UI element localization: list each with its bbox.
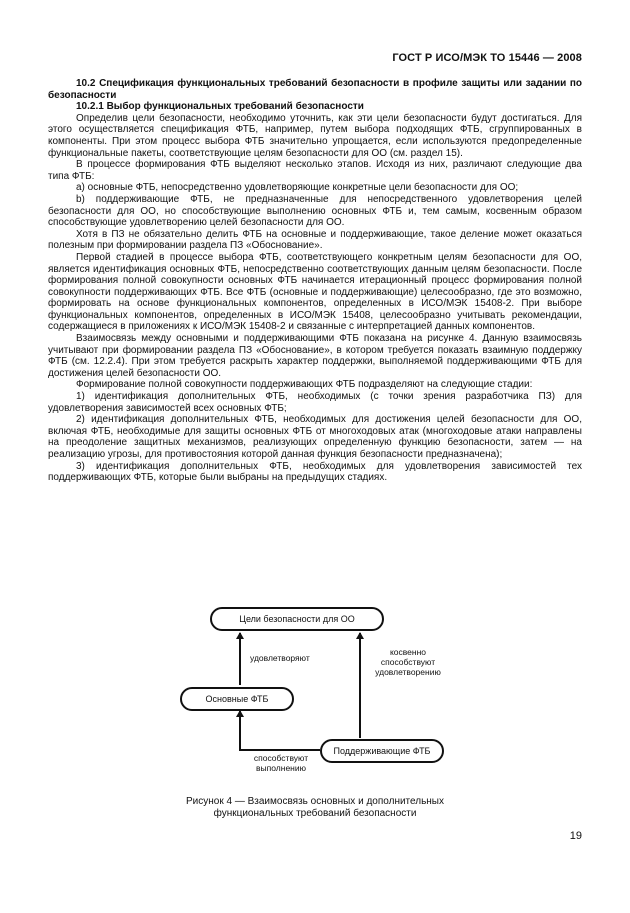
section-title: 10.2 Спецификация функциональных требований безопасности в профиле защиты или задании по безопасности (48, 78, 582, 101)
paragraph: Формирование полной совокупности поддерживающих ФТБ подразделяют на следующие стадии: (76, 379, 533, 391)
body-text (48, 78, 582, 484)
paragraph: а) основные ФТБ, непосредственно удовлетворяющие конкретные цели безопасности для ОО; (76, 182, 519, 194)
figure-4-diagram (160, 605, 460, 785)
goals-box: Цели безопасности для ОО (210, 607, 384, 631)
arrow-support-to-main (240, 711, 320, 750)
label-indirect (368, 647, 448, 677)
label-contrib (246, 753, 316, 773)
paragraph: Первой стадией в процессе выбора ФТБ, соответствующего конкретным целям безопасности для ОО, является идентификация основных ФТБ, непосредственно соответствующих данным целям безопасности. После формирования полной совокупности основных ФТБ начинается итерационный процесс формирования полной совокупности поддерживающих ФТБ. Все ФТБ (основные и поддерживающие) целесообразно, где это возможно, формировать на основе функциональных компонентов, определенных в ИСО/МЭК 15408-2. При выборе функциональных компонентов, определенных в ИСО/МЭК 15408, целесообразно учитывать рекомендации, содержащиеся в приложениях к ИСО/МЭК 15408-2 и связанные с интерпретацией данных компонентов. (48, 251, 582, 333)
paragraph: 1) идентификация дополнительных ФТБ, необходимых (с точки зрения разработчика ПЗ) для удовлетворения зависимостей всех основных ФТБ; (48, 391, 582, 414)
caption-line: функциональных требований безопасности (213, 808, 417, 819)
label-contrib-line: выполнению (256, 763, 306, 773)
label-contrib-line: способствуют (253, 753, 309, 763)
figure-caption (150, 796, 480, 820)
paragraph: 3) идентификация дополнительных ФТБ, необходимых для удовлетворения зависимостей тех поддерживающих ФТБ, которые были выбраны на предыдущих стадиях. (48, 460, 582, 484)
document-header: ГОСТ Р ИСО/МЭК ТО 15446 — 2008 (392, 52, 582, 64)
paragraph: Определив цели безопасности, необходимо уточнить, как эти цели безопасности будут достигаться. Для этого осуществляется спецификация ФТБ, например, путем выбора подходящих ФТБ, сгруппированных в компоненты. При этом процесс выбора ФТБ значительно упрощается, если используются предопределенные функциональные пакеты, соответствующие целям безопасности для ОО (см. раздел 15). (48, 112, 582, 159)
paragraph: b) поддерживающие ФТБ, не предназначенные для непосредственного удовлетворения целей безопасности для ОО, но способствующие выполнению основных ФТБ и, тем самым, косвенным образом способствующие удовлетворению целей безопасности для ОО. (48, 193, 582, 229)
page-number: 19 (569, 830, 582, 842)
label-satisfy: удовлетворяют (250, 653, 310, 663)
label-indirect-line: способствуют (380, 657, 436, 667)
paragraph: В процессе формирования ФТБ выделяют несколько этапов. Исходя из них, различают следующие два типа ФТБ: (48, 159, 582, 182)
paragraph: Хотя в ПЗ не обязательно делить ФТБ на основные и поддерживающие, такое деление может оказаться полезным при формировании раздела ПЗ «Обоснование». (48, 228, 582, 252)
subsection-title: 10.2.1 Выбор функциональных требований безопасности (76, 101, 364, 113)
main-ftb-box: Основные ФТБ (180, 687, 294, 711)
caption-line: Рисунок 4 — Взаимосвязь основных и дополнительных (186, 796, 444, 807)
support-ftb-box: Поддерживающие ФТБ (320, 739, 444, 763)
label-indirect-line: косвенно (389, 647, 427, 657)
paragraph: 2) идентификация дополнительных ФТБ, необходимых для достижения целей безопасности для ОО, включая ФТБ, необходимые для защиты основных ФТБ от многоходовых атак (многоходовые атаки направлены на преодоление защитных механизмов, реализующих определенную функцию безопасности, затем — на реализацию угрозы, для противостояния которой данная функция безопасности предназначена); (48, 414, 582, 460)
paragraph: Взаимосвязь между основными и поддерживающими ФТБ показана на рисунке 4. Данную взаимосвязь учитывают при формировании раздела ПЗ «Обоснование», в котором требуется показать взаимную поддержку ФТБ (см. 12.2.4). При этом требуется раскрыть характер поддержки, выполняемой поддерживающими ФТБ для достижения целей безопасности ОО. (48, 333, 582, 379)
label-indirect-line: удовлетворению (375, 667, 441, 677)
